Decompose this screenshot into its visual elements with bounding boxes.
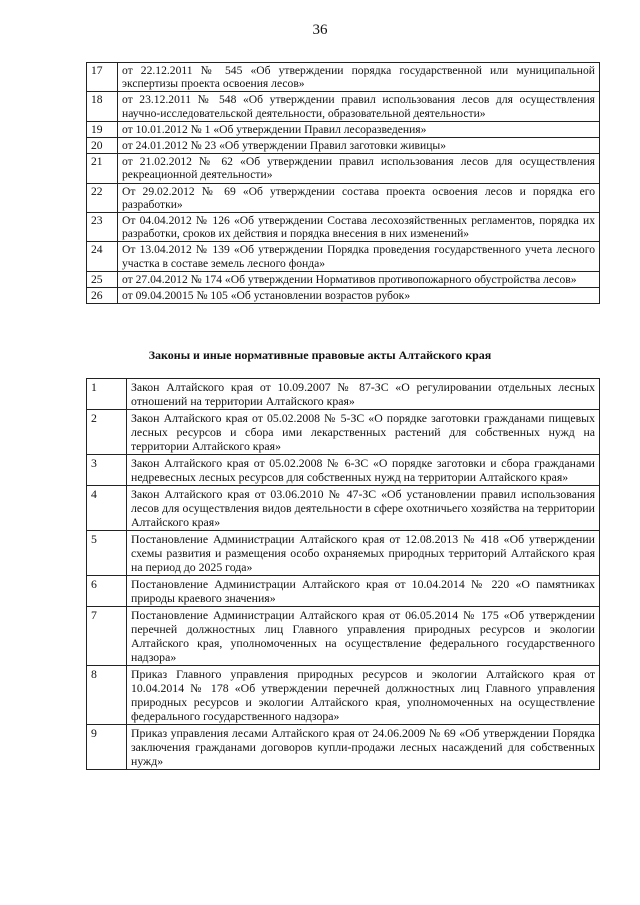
row-number: 23 [87,213,118,242]
table-row [87,531,600,576]
table-row [87,288,600,304]
regulations-table-federal [86,62,600,304]
table-row [87,607,600,666]
row-text: от 09.04.20015 № 105 «Об установлении возрастов рубок» [118,288,600,304]
row-text: Постановление Администрации Алтайского края от 12.08.2013 № 418 «Об утверждении схемы развития и размещения особо охраняемых природных территорий Алтайского края на период до 2025 года» [127,531,600,576]
row-text: Постановление Администрации Алтайского края от 06.05.2014 № 175 «Об утверждении перечней должностных лиц Главного управления природных ресурсов и экологии Алтайского края, уполномоченных на осуществление федерального государственного надзора» [127,607,600,666]
row-number: 3 [87,455,127,486]
row-text: от 21.02.2012 № 62 «Об утверждении правил использования лесов для осуществления рекреационной деятельности» [118,154,600,183]
table-row [87,410,600,455]
table-row [87,154,600,183]
row-number: 7 [87,607,127,666]
row-text: от 22.12.2011 № 545 «Об утверждении порядка государственной или муниципальной экспертизы проекта освоения лесов» [118,63,600,92]
row-text: От 04.04.2012 № 126 «Об утверждении Состава лесохозяйственных регламентов, порядка их разработки, сроков их действия и порядка внесения в них изменений» [118,213,600,242]
row-text: Закон Алтайского края от 03.06.2010 № 47-ЗС «Об установлении правил использования лесов для осуществления видов деятельности в сфере охотничьего хозяйства на территории Алтайского края» [127,486,600,531]
table-row [87,242,600,271]
table-row [87,666,600,725]
row-number: 4 [87,486,127,531]
table-row [87,379,600,410]
row-number: 22 [87,183,118,212]
row-number: 19 [87,121,118,137]
row-number: 5 [87,531,127,576]
row-number: 24 [87,242,118,271]
row-number: 20 [87,138,118,154]
regulations-table-regional [86,378,600,770]
table-row [87,121,600,137]
table-row [87,63,600,92]
row-text: Постановление Администрации Алтайского края от 10.04.2014 № 220 «О памятниках природы краевого значения» [127,576,600,607]
row-text: от 23.12.2011 № 548 «Об утверждении правил использования лесов для осуществления научно-исследовательской деятельности, образовательной деятельности» [118,92,600,121]
row-text: от 27.04.2012 № 174 «Об утверждении Нормативов противопожарного обустройства лесов» [118,271,600,287]
row-number: 8 [87,666,127,725]
row-text: от 24.01.2012 № 23 «Об утверждении Правил заготовки живицы» [118,138,600,154]
row-number: 21 [87,154,118,183]
row-number: 6 [87,576,127,607]
table-row [87,138,600,154]
table-row [87,183,600,212]
table-row [87,486,600,531]
row-text: от 10.01.2012 № 1 «Об утверждении Правил лесоразведения» [118,121,600,137]
table-row [87,725,600,770]
row-text: От 29.02.2012 № 69 «Об утверждении состава проекта освоения лесов и порядка его разработки» [118,183,600,212]
table-row [87,455,600,486]
table-row [87,271,600,287]
page-number: 36 [312,22,328,38]
row-number: 17 [87,63,118,92]
row-text: Приказ управления лесами Алтайского края от 24.06.2009 № 69 «Об утверждении Порядка заключения гражданами договоров купли-продажи лесных насаждений для собственных нужд» [127,725,600,770]
row-text: Закон Алтайского края от 05.02.2008 № 5-ЗС «О порядке заготовки гражданами пищевых лесных ресурсов и сбора ими лекарственных растений для собственных нужд на территории Алтайского края» [127,410,600,455]
row-text: Закон Алтайского края от 10.09.2007 № 87-ЗС «О регулировании отдельных лесных отношений на территории Алтайского края» [127,379,600,410]
row-number: 25 [87,271,118,287]
section-heading: Законы и иные нормативные правовые акты Алтайского края [148,348,492,362]
row-text: Приказ Главного управления природных ресурсов и экологии Алтайского края от 10.04.2014 № 178 «Об утверждении перечней должностных лиц Главного управления природных ресурсов и экологии Алтайского края, уполномоченных на осуществление федерального государственного надзора» [127,666,600,725]
row-number: 18 [87,92,118,121]
table-row [87,576,600,607]
table-row [87,92,600,121]
row-number: 9 [87,725,127,770]
row-number: 1 [87,379,127,410]
table-row [87,213,600,242]
row-number: 26 [87,288,118,304]
row-text: Закон Алтайского края от 05.02.2008 № 6-ЗС «О порядке заготовки и сбора гражданами недревесных лесных ресурсов для собственных нужд на территории Алтайского края» [127,455,600,486]
row-number: 2 [87,410,127,455]
row-text: От 13.04.2012 № 139 «Об утверждении Порядка проведения государственного учета лесного участка в составе земель лесного фонда» [118,242,600,271]
